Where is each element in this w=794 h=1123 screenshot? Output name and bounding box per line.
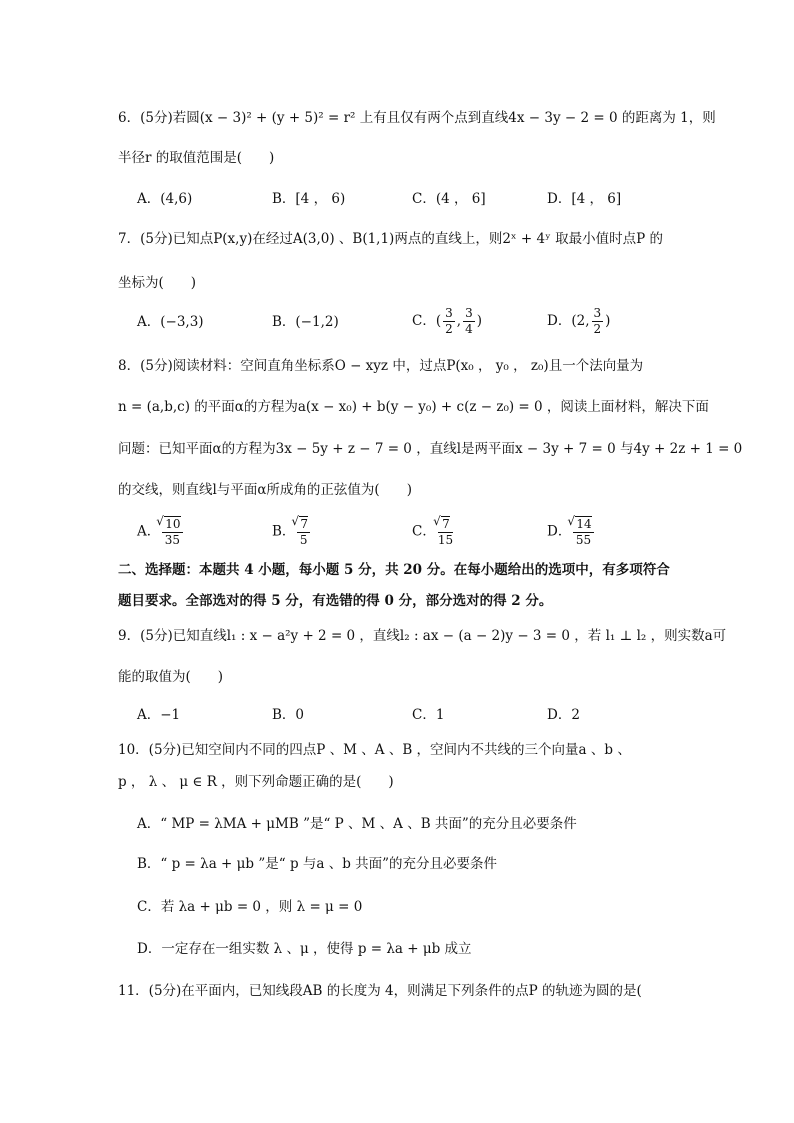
q9-option-c: C．1 [412,707,445,723]
q8-d-den: 55 [575,533,592,547]
q8-a-den: 35 [164,533,181,547]
q7-option-d-label: D． [547,313,572,329]
q6-stem-line1: 6．(5分)若圆(x − 3)² + (y + 5)² = r² 上有且仅有两个点到直线4x − 3y − 2 = 0 的距离为 1，则 [118,110,716,126]
q8-option-a [137,516,185,548]
q8-option-a-label: A． [137,523,161,540]
q7-option-b: B．(−1,2) [272,314,339,330]
q8-c-den: 15 [437,533,454,547]
q7-d-frac-num: 3 [593,306,602,320]
q7-option-a: A．(−3,3) [137,314,204,330]
q10-option-c: C．若 λa + μb = 0 ，则 λ = μ = 0 [137,899,363,915]
q10-stem-line2: p ， λ 、 μ ∈ R ，则下列命题正确的是( ) [118,774,394,790]
q6-option-c: C．(4 ， 6] [412,191,486,207]
q8-stem-line4: 的交线，则直线l与平面α所成角的正弦值为( ) [118,482,412,498]
q7-stem-line1: 7．(5分)已知点P(x,y)在经过A(3,0) 、B(1,1)两点的直线上，则2ˣ + 4ʸ 取最小值时点P 的 [118,231,664,247]
q7-option-c: C．( $\frac{3}{2}$ , $\frac{3}{4}$ ) [412,306,482,336]
q10-stem-line1: 10．(5分)已知空间内不同的四点P 、M 、A 、B ，空间内不共线的三个向量a 、b 、 [118,742,631,758]
q9-stem-line1: 9．(5分)已知直线l₁ : x − a²y + 2 = 0 ，直线l₂ : ax − (a − 2)y − 3 = 0 ，若 l₁ ⊥ l₂ ，则实数a可 [118,628,727,644]
q8-stem-line1: 8．(5分)阅读材料：空间直角坐标系O − xyz 中，过点P(x₀ ， y₀ ， z₀)且一个法向量为 [118,358,644,374]
q6-option-b: B．[4 ， 6) [272,191,346,207]
q6-option-d: D．[4 ， 6] [547,191,622,207]
q8-options [0,516,794,552]
q7-c-frac1-num: 3 [445,306,453,320]
q7-options [0,306,794,336]
q8-option-d [547,516,596,548]
q8-option-b-label: B． [272,523,296,540]
q7-d-x: 2 [576,313,586,329]
q11-stem-line1: 11．(5分)在平面内，已知线段AB 的长度为 4，则满足下列条件的点P 的轨迹为圆的是( [118,983,642,999]
q8-option-c [412,516,455,548]
q7-option-c-label: C． [412,313,436,329]
q7-c-frac2-den: 4 [465,322,473,336]
q9-option-b: B．0 [272,707,305,723]
q9-option-a: A．−1 [137,707,181,723]
q8-option-c-label: C． [412,523,436,540]
q9-option-d: D．2 [547,707,580,723]
q7-stem-line2: 坐标为( ) [118,275,197,291]
q6-option-a: A．(4,6) [137,191,193,207]
q8-d-radicand: √ 14 [575,516,591,532]
q8-stem-line3: 问题：已知平面α的方程为3x − 5y + z − 7 = 0 ，直线l是两平面x − 3y + 7 = 0 与4y + 2z + 1 = 0 [118,441,743,457]
q8-a-radicand: √ 10 [164,516,180,532]
q8-c-radicand: √ 7 [441,516,450,532]
q9-stem-line2: 能的取值为( ) [118,669,224,685]
q6-options [0,187,794,211]
section2-heading-line2: 题目要求。全部选对的得 5 分，有选错的得 0 分，部分选对的得 2 分。 [118,593,553,609]
q10-option-b: B．“ p = λa + μb ”是“ p 与a 、b 共面”的充分且必要条件 [137,856,498,872]
q10-option-d: D．一定存在一组实数 λ 、μ ，使得 p = λa + μb 成立 [137,941,472,957]
q8-option-b [272,516,312,548]
q7-d-frac-den: 2 [593,322,602,336]
q9-options [0,703,794,727]
section2-heading-line1: 二、选择题：本题共 4 小题，每小题 5 分，共 20 分。在每小题给出的选项中，有多项符合 [118,562,670,578]
q10-option-a: A．“ MP = λMA + μMB ”是“ P 、M 、A 、B 共面”的充分且必要条件 [137,816,577,832]
q6-stem-line2: 半径r 的取值范围是( ) [118,150,275,166]
q7-c-frac1-den: 2 [445,322,453,336]
q8-option-d-label: D． [547,523,572,540]
q7-c-frac2-num: 3 [465,306,473,320]
q8-b-den: 5 [299,533,308,547]
q8-b-radicand: √ 7 [299,516,308,532]
q7-option-d: D．(2, $\frac{3}{2}$ ) [547,306,611,336]
q8-stem-line2: n = (a,b,c) 的平面α的方程为a(x − x₀) + b(y − y₀) + c(z − z₀) = 0 ，阅读上面材料，解决下面 [118,399,709,415]
